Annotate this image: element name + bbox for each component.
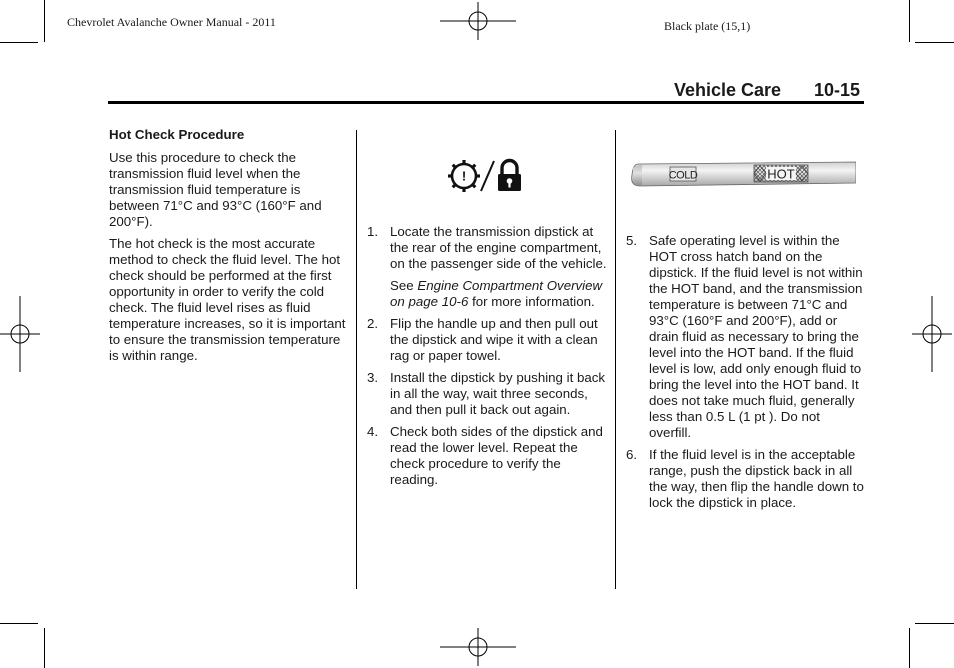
svg-text:!: !: [461, 168, 467, 184]
step-text: Flip the handle up and then pull out the dipstick and wipe it with a clean rag or paper towel.: [390, 316, 598, 363]
crop-mark: [915, 42, 954, 43]
manual-title: Chevrolet Avalanche Owner Manual - 2011: [67, 15, 276, 29]
crop-mark: [44, 628, 45, 668]
note-prefix: See: [390, 278, 418, 293]
crop-mark: [0, 623, 38, 624]
step-number: 3.: [367, 370, 379, 385]
column-steps-5-6: [626, 233, 864, 517]
note-suffix: for more information.: [468, 294, 595, 309]
crop-mark: [0, 42, 38, 43]
transmission-lock-icon: [447, 158, 525, 194]
section-heading: Hot Check Procedure: [109, 127, 245, 142]
step-text: Install the dipstick by pushing it back in all the way, wait three seconds, and then pull it back out again.: [390, 370, 606, 417]
header-rule: [108, 101, 864, 104]
list-item: [367, 316, 607, 364]
section-title: Vehicle Care: [674, 80, 782, 100]
step-number: 5.: [626, 233, 638, 248]
column-steps-1-4: [367, 224, 607, 494]
list-item: [367, 424, 607, 488]
step-text: If the fluid level is in the acceptable range, push the dipstick back in all the way, then flip the handle down to lock the dipstick in place.: [649, 447, 864, 510]
cross-reference-note: [367, 278, 607, 310]
list-item: [367, 370, 607, 418]
list-item: [367, 224, 607, 272]
plate-label: Black plate (15,1): [664, 19, 751, 33]
step-number: 1.: [367, 224, 379, 239]
step-text: Locate the transmission dipstick at the rear of the engine compartment, on the passenger side of the vehicle.: [390, 224, 607, 271]
registration-mark-top: [440, 2, 516, 40]
crop-mark: [909, 0, 910, 42]
column-divider: [615, 130, 616, 589]
crop-mark: [915, 623, 954, 624]
hot-label: HOT: [767, 166, 795, 182]
registration-mark-left: [0, 296, 40, 372]
paragraph: The hot check is the most accurate method to check the fluid level. The hot check should be performed at the first opportunity in order to verify the cold check. The fluid level rises as fluid temperature increases, so it is important to ensure the transmission temperature is within range.: [109, 236, 346, 363]
registration-mark-right: [912, 296, 952, 372]
list-item: [626, 447, 864, 511]
crop-mark: [44, 0, 45, 42]
note-reference: Engine Compartment Overview on page 10-6: [390, 278, 603, 309]
dipstick-illustration: [630, 156, 856, 196]
step-number: 2.: [367, 316, 379, 331]
step-text: Check both sides of the dipstick and read the lower level. Repeat the check procedure to verify the reading.: [390, 424, 603, 487]
page-number: 10-15: [814, 80, 861, 100]
registration-mark-bottom: [440, 628, 516, 666]
paragraph: Use this procedure to check the transmission fluid level when the transmission fluid temperature is between 71°C and 93°C (160°F and 200°F).: [109, 150, 322, 229]
column-hot-check: [109, 127, 349, 370]
step-number: 6.: [626, 447, 638, 462]
cold-label: COLD: [668, 169, 698, 182]
column-divider: [356, 130, 357, 589]
step-number: 4.: [367, 424, 379, 439]
list-item: [626, 233, 864, 441]
step-text: Safe operating level is within the HOT cross hatch band on the dipstick. If the fluid level is not within the HOT band, and the transmission temperature is between 71°C and 93°C (160°F and 200°F), add or drain fluid as necessary to bring the level into the HOT band. If the fluid level is low, add only enough fluid to bring the level into the HOT band. It does not take much fluid, generally less than 0.5 L (1 pt ). Do not overfill.: [649, 233, 863, 440]
crop-mark: [909, 628, 910, 668]
